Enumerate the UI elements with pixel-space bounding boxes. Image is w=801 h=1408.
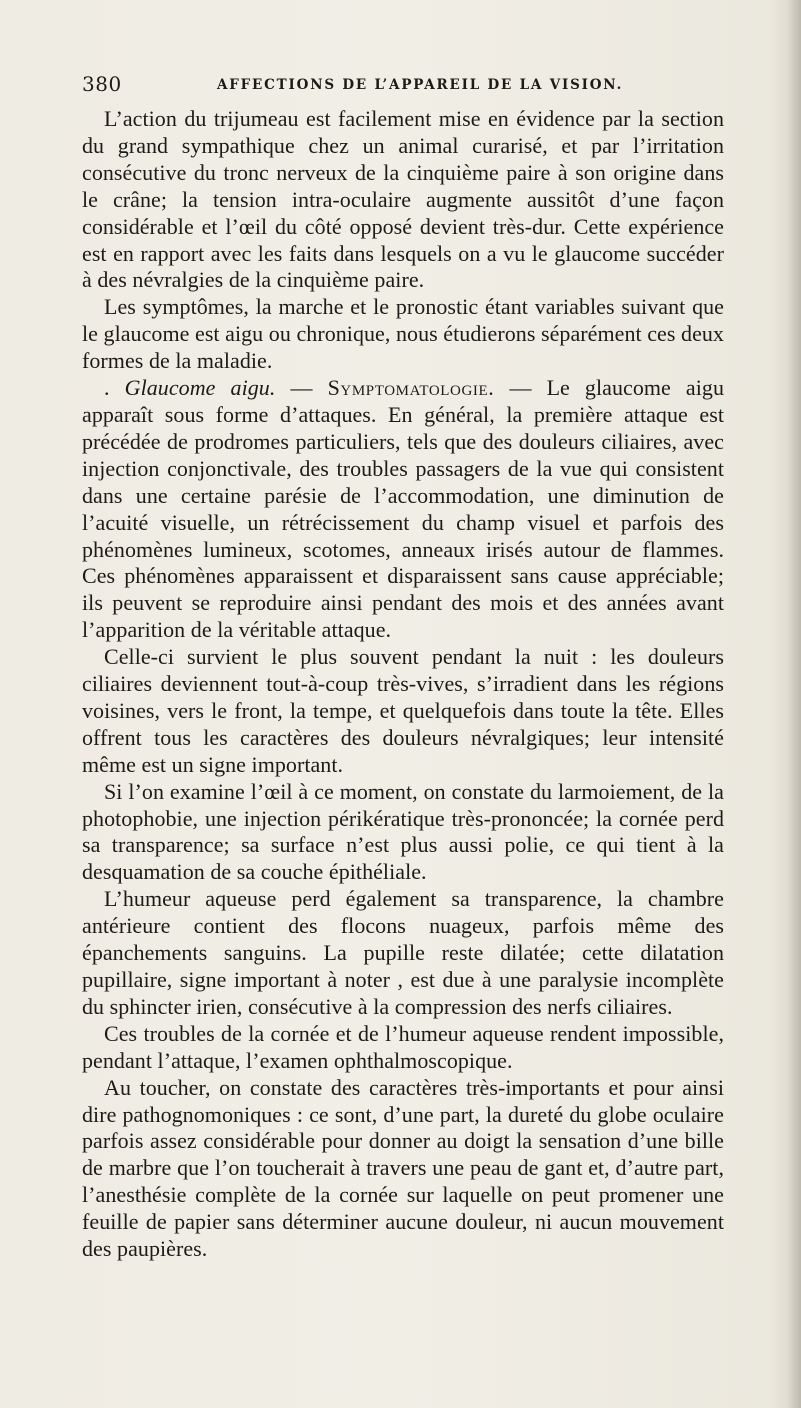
running-title: AFFECTIONS DE L’APPAREIL DE LA VISION. [217,77,624,93]
section-lead-mark: . [104,375,110,401]
section-title: Glaucome aigu. [124,375,276,401]
body-text [82,106,724,1263]
page-header [82,72,722,102]
section-dash: — [494,375,547,401]
section-text: Le glaucome aigu apparaît sous forme d’attaques. En général, la première attaque est précédée de prodromes particuliers, tels que des douleurs ciliaires, avec injection conjonctivale, des troubles passagers de la vue qui consistent dans une certaine parésie de l’accommodation, une diminution de l’acuité visuelle, un rétrécissement du champ visuel et parfois des phénomènes lumineux, scotomes, anneaux irisés autour de flammes. Ces phénomènes apparaissent et disparaissent sans cause appréciable; ils peuvent se reproduire ainsi pendant des mois et des années avant l’apparition de la véritable attaque. [82,375,724,643]
paragraph: Au toucher, on constate des caractères très-importants et pour ainsi dire pathognomoniques : ce sont, d’une part, la dureté du globe oculaire parfois assez considérable pour donner au doigt la sensation d’une bille de marbre que l’on toucherait à travers une peau de gant et, d’autre part, l’anesthésie complète de la cornée sur laquelle on peut promener une feuille de papier sans déterminer aucune douleur, ni aucun mouvement des paupières. [82,1074,724,1262]
paragraph: Ces troubles de la cornée et de l’humeur aqueuse rendent impossible, pendant l’attaque, l’examen ophthalmoscopique. [82,1020,724,1073]
section-paragraph [82,375,724,644]
page-edge-shadow [787,0,801,1408]
paragraph: Si l’on examine l’œil à ce moment, on constate du larmoiement, de la photophobie, une injection périkératique très-prononcée; la cornée perd sa transparence; sa surface n’est plus aussi polie, ce qui tient à la desquamation de sa couche épithéliale. [82,778,724,885]
page-number: 380 [82,72,122,96]
paragraph: L’action du trijumeau est facilement mise en évidence par la section du grand sympathique chez un animal curarisé, et par l’irritation consécutive du tronc nerveux de la cinquième paire à son origine dans le crâne; la tension intra-oculaire augmente aussitôt d’une façon considérable et l’œil du côté opposé devient très-dur. Cette expérience est en rapport avec les faits dans lesquels on a vu le glaucome succéder à des névralgies de la cinquième paire. [82,106,724,293]
paragraph: L’humeur aqueuse perd également sa transparence, la chambre antérieure contient des flocons nuageux, parfois même des épanchements sanguins. La pupille reste dilatée; cette dilatation pupillaire, signe important à noter , est due à une paralysie incomplète du sphincter irien, consécutive à la compression des nerfs ciliaires. [82,886,724,1019]
section-subtitle: Symptomatologie. [327,375,495,401]
section-dash: — [275,375,328,401]
paragraph: Celle-ci survient le plus souvent pendant la nuit : les douleurs ciliaires deviennent tout-à-coup très-vives, s’irradient dans les régions voisines, vers le front, la tempe, et quelquefois dans toute la tête. Elles offrent tous les caractères des douleurs névralgiques; leur intensité même est un signe important. [82,644,724,777]
paragraph: Les symptômes, la marche et le pronostic étant variables suivant que le glaucome est aigu ou chronique, nous étudierons séparément ces deux formes de la maladie. [82,294,724,374]
